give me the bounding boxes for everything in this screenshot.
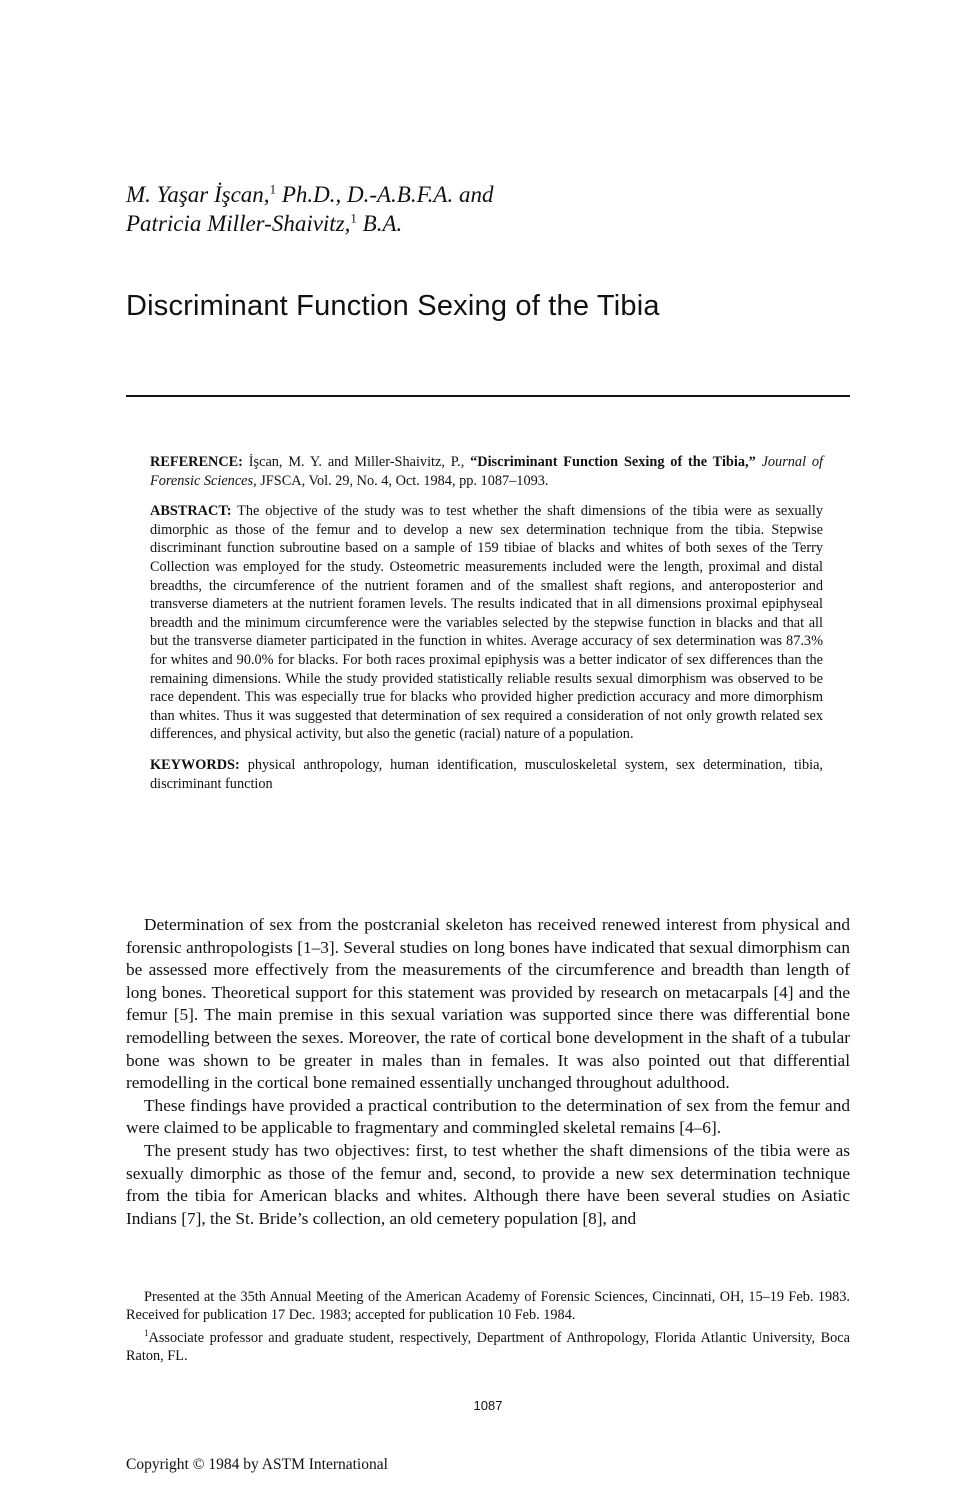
footnote-affiliation-text: Associate professor and graduate student, respectively, Department of Anthropology, Florida Atlantic University, Boca Raton, FL. — [126, 1330, 850, 1365]
abstract-label: ABSTRACT: — [150, 503, 232, 520]
body-paragraph-2: These findings have provided a practical contribution to the determination of sex from the femur and were claimed to be applicable to fragmentary and commingled skeletal remains [4–6]. — [126, 1095, 850, 1138]
author-block — [126, 180, 493, 238]
author-degrees: B.A. — [356, 211, 403, 236]
footnote-marker: 1 — [144, 1328, 149, 1339]
author-name: Patricia Miller-Shaivitz, — [126, 211, 351, 236]
copyright-notice: Copyright © 1984 by ASTM International — [126, 1456, 388, 1473]
reference-authors: İşcan, M. Y. and Miller-Shaivitz, P., — [242, 454, 471, 470]
article-title: Discriminant Function Sexing of the Tibia — [126, 290, 660, 322]
page-number: 1087 — [473, 1398, 503, 1413]
abstract-text: The objective of the study was to test whether the shaft dimensions of the tibia were as sexually dimorphic as those of the femur and to develop a new sex determination technique from the tibia. Stepwise discriminant function subroutine based on a sample of 159 tibiae of blacks and whites of both sexes of the Terry Collection was employed for the study. Osteometric measurements included were the length, proximal and distal breadths, the circumference of the nutrient foramen and of the smallest shaft regions, and anteroposterior and transverse diameters at the nutrient foramen levels. The results indicated that in all dimensions proximal epiphyseal breadth and the minimum circumference were the variables selected by the stepwise function in blacks and that all but the transverse diameter participated in the function in whites. Average accuracy of sex determination was 87.3% for whites and 90.0% for blacks. For both races proximal epiphysis was a better indicator of sex differences than the remaining dimensions. While the study provided statistically reliable results sexual dimorphism was observed to be race dependent. This was especially true for blacks who provided higher prediction accuracy and more dimorphism than whites. Thus it was suggested that determination of sex required a consideration of not only growth related sex differences, and physical activity, but also the genetic (racial) nature of a population. — [150, 503, 823, 743]
reference-label: REFERENCE: — [150, 454, 243, 470]
author-degrees: Ph.D., D.-A.B.F.A. and — [276, 182, 494, 207]
affiliation-marker: 1 — [269, 181, 277, 197]
author-line-1 — [126, 180, 493, 209]
front-matter — [150, 453, 823, 805]
body-text — [126, 914, 850, 1230]
footnote-affiliation — [126, 1324, 850, 1365]
footnotes — [126, 1288, 850, 1366]
author-name: M. Yaşar İşcan, — [126, 182, 270, 207]
reference-paragraph — [150, 453, 823, 490]
footnote-presented: Presented at the 35th Annual Meeting of the American Academy of Forensic Sciences, Cincinnati, OH, 15–19 Feb. 1983. Received for publication 17 Dec. 1983; accepted for publication 10 Feb. 1984. — [126, 1289, 850, 1324]
reference-details: , JFSCA, Vol. 29, No. 4, Oct. 1984, pp. 1087–1093. — [253, 472, 549, 489]
keywords-text: physical anthropology, human identification, musculoskeletal system, sex determination, tibia, discriminant function — [150, 756, 823, 792]
reference-journal: Journal of Forensic Sciences — [150, 454, 823, 489]
affiliation-marker: 1 — [350, 210, 357, 226]
author-line-2 — [126, 209, 493, 238]
body-paragraph-3: The present study has two objectives: first, to test whether the shaft dimensions of the tibia were as sexually dimorphic as those of the femur and, second, to provide a new sex determination technique from the tibia for American blacks and whites. Although there have been several studies on Asiatic Indians [7], the St. Bride’s collection, an old cemetery population [8], and — [126, 1140, 850, 1228]
title-divider — [126, 395, 850, 397]
body-paragraph-1: Determination of sex from the postcranial skeleton has received renewed interest from physical and forensic anthropologists [1–3]. Several studies on long bones have indicated that sexual dimorphism can be assessed more effectively from the measurements of the circumference and breadth than length of long bones. Theoretical support for this statement was provided by research on metacarpals [4] and the femur [5]. The main premise in this sexual variation was supported since there was differential bone remodelling between the sexes. Moreover, the rate of cortical bone development in the shaft of a tubular bone was shown to be greater in males than in females. It was also pointed out that differential remodelling in the cortical bone remained essentially unchanged throughout adulthood. — [126, 915, 850, 1093]
keywords-label: KEYWORDS: — [150, 756, 240, 773]
abstract-paragraph — [150, 502, 823, 744]
reference-title: “Discriminant Function Sexing of the Tibia,” — [470, 454, 756, 470]
keywords-paragraph — [150, 756, 823, 793]
